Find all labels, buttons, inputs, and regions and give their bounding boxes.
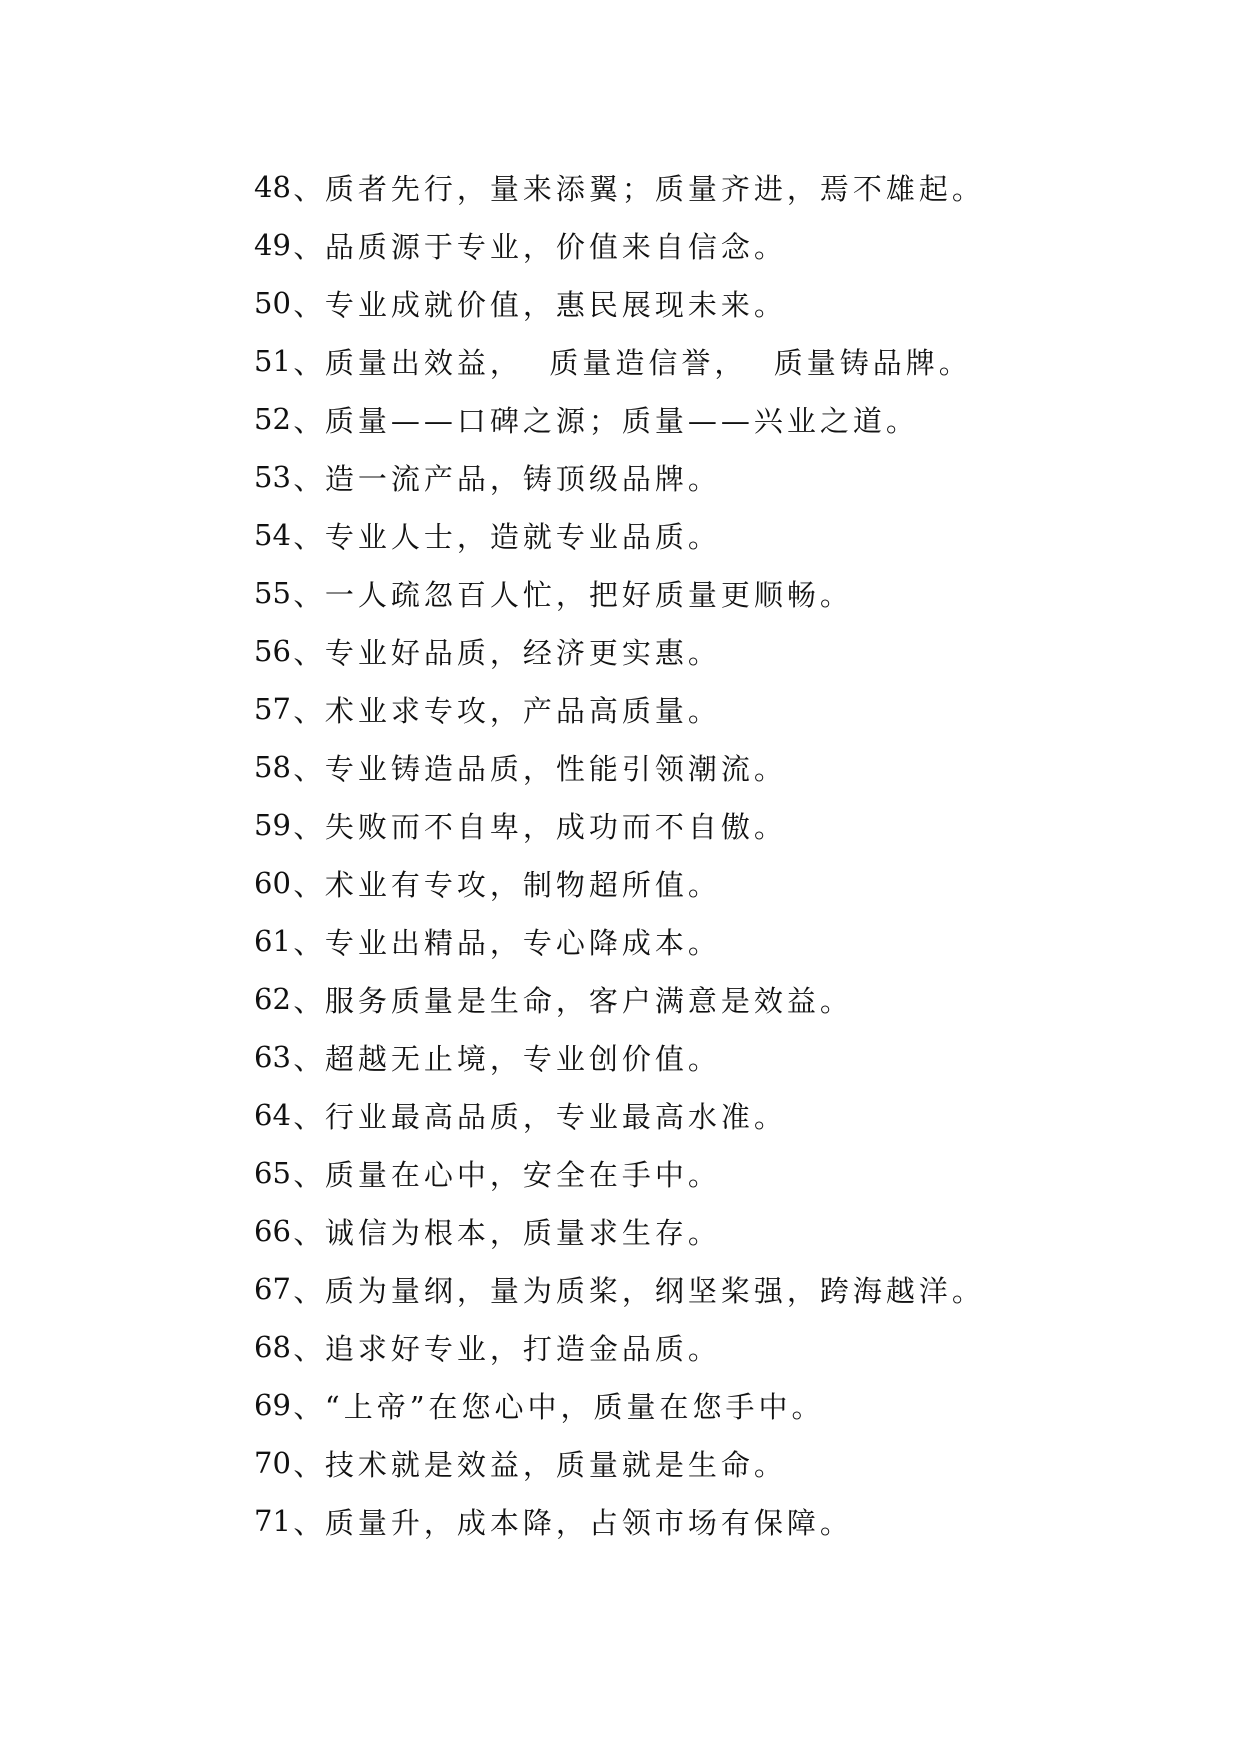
list-item	[254, 1144, 1174, 1202]
list-item	[254, 158, 1174, 216]
item-number: 68	[254, 1330, 291, 1364]
item-text: 失败而不自卑，成功而不自傲。	[324, 809, 787, 844]
item-number: 57	[254, 692, 291, 726]
item-separator: 、	[293, 751, 323, 786]
item-separator: 、	[293, 1215, 323, 1250]
item-text: 行业最高品质，专业最高水准。	[324, 1099, 787, 1134]
item-number: 55	[254, 576, 291, 610]
item-separator: 、	[293, 693, 323, 728]
item-number: 71	[254, 1504, 291, 1538]
item-text: 质量出效益， 质量造信誉， 质量铸品牌。	[324, 345, 972, 380]
item-text: 术业有专攻，制物超所值。	[324, 867, 721, 902]
item-separator: 、	[293, 1041, 323, 1076]
item-text: “上帝”在您心中，质量在您手中。	[324, 1389, 825, 1424]
item-number: 63	[254, 1040, 291, 1074]
item-text: 质量——口碑之源；质量——兴业之道。	[324, 403, 919, 438]
list-item	[254, 564, 1174, 622]
item-number: 48	[254, 170, 291, 204]
item-number: 65	[254, 1156, 291, 1190]
list-item	[254, 1086, 1174, 1144]
list-item	[254, 912, 1174, 970]
item-number: 60	[254, 866, 291, 900]
item-separator: 、	[293, 1447, 323, 1482]
item-separator: 、	[293, 1505, 323, 1540]
item-number: 62	[254, 982, 291, 1016]
item-text: 一人疏忽百人忙，把好质量更顺畅。	[324, 577, 853, 612]
item-text: 专业好品质，经济更实惠。	[324, 635, 721, 670]
item-text: 诚信为根本，质量求生存。	[324, 1215, 721, 1250]
item-text: 专业出精品，专心降成本。	[324, 925, 721, 960]
item-separator: 、	[293, 867, 323, 902]
list-item	[254, 1318, 1174, 1376]
item-number: 58	[254, 750, 291, 784]
item-number: 53	[254, 460, 291, 494]
item-number: 64	[254, 1098, 291, 1132]
list-item	[254, 854, 1174, 912]
item-text: 品质源于专业，价值来自信念。	[324, 229, 787, 264]
list-item	[254, 1028, 1174, 1086]
item-text: 质量在心中，安全在手中。	[324, 1157, 721, 1192]
item-number: 51	[254, 344, 291, 378]
item-separator: 、	[293, 983, 323, 1018]
item-separator: 、	[293, 577, 323, 612]
item-text: 质量升，成本降，占领市场有保障。	[324, 1505, 853, 1540]
item-separator: 、	[293, 345, 323, 380]
item-separator: 、	[293, 461, 323, 496]
item-number: 59	[254, 808, 291, 842]
list-item	[254, 1202, 1174, 1260]
item-text: 术业求专攻，产品高质量。	[324, 693, 721, 728]
item-text: 超越无止境，专业创价值。	[324, 1041, 721, 1076]
list-item	[254, 332, 1174, 390]
list-item	[254, 1260, 1174, 1318]
item-separator: 、	[293, 287, 323, 322]
list-item	[254, 390, 1174, 448]
list-item	[254, 448, 1174, 506]
list-item	[254, 274, 1174, 332]
list-item	[254, 1376, 1174, 1434]
item-text: 追求好专业，打造金品质。	[324, 1331, 721, 1366]
item-separator: 、	[293, 229, 323, 264]
list-item	[254, 1492, 1174, 1550]
item-separator: 、	[293, 1099, 323, 1134]
item-separator: 、	[293, 171, 323, 206]
item-number: 54	[254, 518, 291, 552]
list-item	[254, 216, 1174, 274]
item-separator: 、	[293, 1157, 323, 1192]
item-number: 70	[254, 1446, 291, 1480]
item-number: 69	[254, 1388, 291, 1422]
list-item	[254, 1434, 1174, 1492]
list-item	[254, 680, 1174, 738]
item-number: 56	[254, 634, 291, 668]
item-separator: 、	[293, 925, 323, 960]
item-text: 质为量纲，量为质桨，纲坚桨强，跨海越洋。	[324, 1273, 985, 1308]
item-text: 造一流产品，铸顶级品牌。	[324, 461, 721, 496]
item-separator: 、	[293, 1331, 323, 1366]
item-number: 50	[254, 286, 291, 320]
item-separator: 、	[293, 635, 323, 670]
item-number: 52	[254, 402, 291, 436]
list-item	[254, 506, 1174, 564]
item-text: 质者先行，量来添翼；质量齐进，焉不雄起。	[324, 171, 985, 206]
list-item	[254, 970, 1174, 1028]
slogan-list	[254, 158, 1174, 1550]
item-number: 66	[254, 1214, 291, 1248]
item-separator: 、	[293, 403, 323, 438]
item-text: 服务质量是生命，客户满意是效益。	[324, 983, 853, 1018]
item-text: 专业人士，造就专业品质。	[324, 519, 721, 554]
item-separator: 、	[293, 1273, 323, 1308]
item-number: 67	[254, 1272, 291, 1306]
list-item	[254, 796, 1174, 854]
item-text: 技术就是效益，质量就是生命。	[324, 1447, 787, 1482]
item-number: 49	[254, 228, 291, 262]
item-separator: 、	[293, 1389, 323, 1424]
item-text: 专业铸造品质，性能引领潮流。	[324, 751, 787, 786]
list-item	[254, 622, 1174, 680]
list-item	[254, 738, 1174, 796]
item-text: 专业成就价值，惠民展现未来。	[324, 287, 787, 322]
item-number: 61	[254, 924, 291, 958]
item-separator: 、	[293, 519, 323, 554]
item-separator: 、	[293, 809, 323, 844]
